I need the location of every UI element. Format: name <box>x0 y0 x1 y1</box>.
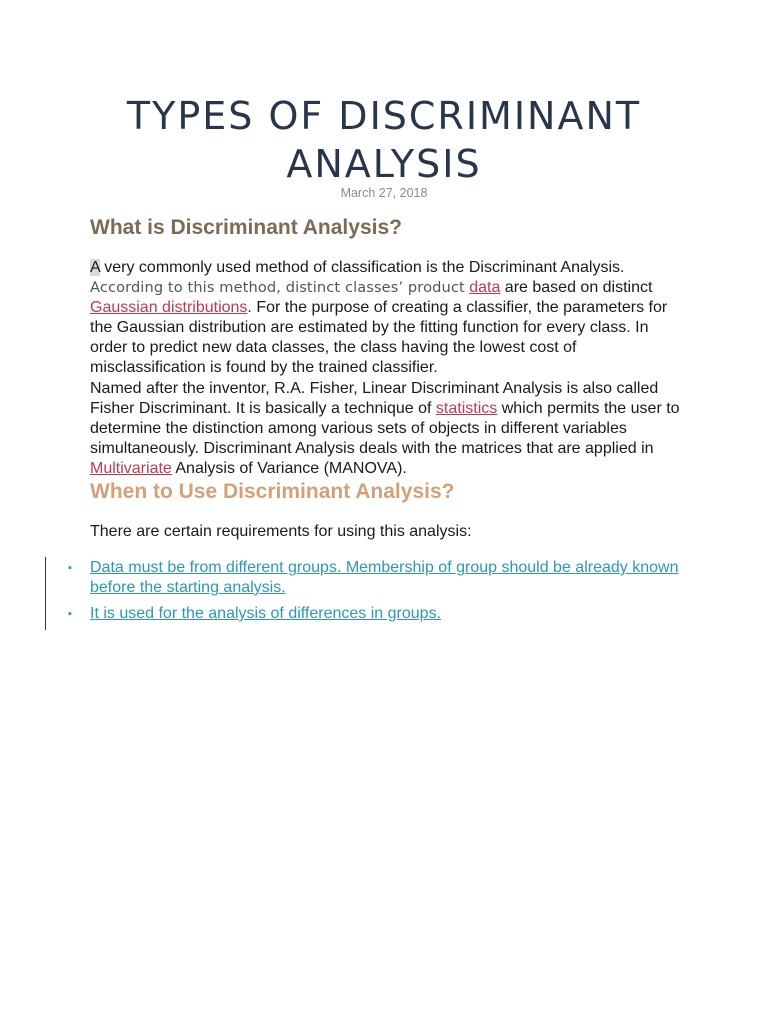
bullet-icon: ▪ <box>68 608 72 620</box>
highlighted-first-letter: A <box>90 259 100 276</box>
requirements-intro: There are certain requirements for using this analysis: <box>90 523 472 540</box>
paragraph-text-4: Named after the inventor, R.A. Fisher, Linear Discriminant Analysis is also called Fisher Discriminant. It is basically a technique of <box>90 379 659 417</box>
requirements-list <box>0 558 768 630</box>
page-title <box>0 92 768 188</box>
paragraph-text-light: According to this method, distinct classes’ product <box>90 279 465 297</box>
intro-paragraph <box>90 258 680 479</box>
paragraph-text-5: which permits the user to determine the distinction among various sets of objects in different variables simultaneously. Discriminant Analysis deals with the matrices that are applied in <box>90 399 680 457</box>
link-data[interactable]: data <box>469 279 501 297</box>
bullet-icon: ▪ <box>68 562 72 574</box>
heading-what-is: What is Discriminant Analysis? <box>90 216 402 239</box>
heading-when-to-use: When to Use Discriminant Analysis? <box>90 480 455 503</box>
list-item-link[interactable]: It is used for the analysis of differences in groups. <box>90 605 442 622</box>
page-title-line1: TYPES OF DISCRIMINANT <box>126 94 642 138</box>
link-multivariate[interactable]: Multivariate <box>90 459 172 477</box>
list-item-link[interactable]: Data must be from different groups. Membership of group should be already known before the starting analysis. <box>90 559 679 596</box>
paragraph-text-3: . For the purpose of creating a classifier, the parameters for the Gaussian distribution are estimated by the fitting function for every class. In order to predict new data classes, the class having the lowest cost of misclassification is found by the trained classifier. <box>90 299 668 377</box>
list-item[interactable] <box>0 558 680 598</box>
paragraph-text-2: are based on distinct <box>500 279 653 297</box>
paragraph-text-6: Analysis of Variance (MANOVA). <box>171 459 407 477</box>
paragraph-text-1: very commonly used method of classification is the Discriminant Analysis. <box>99 259 625 276</box>
list-item[interactable] <box>0 604 680 624</box>
link-statistics[interactable]: statistics <box>435 399 498 417</box>
link-gaussian-distributions[interactable]: Gaussian distributions <box>90 299 248 317</box>
page-title-line2: ANALYSIS <box>286 142 482 186</box>
post-date: March 27, 2018 <box>340 186 428 200</box>
